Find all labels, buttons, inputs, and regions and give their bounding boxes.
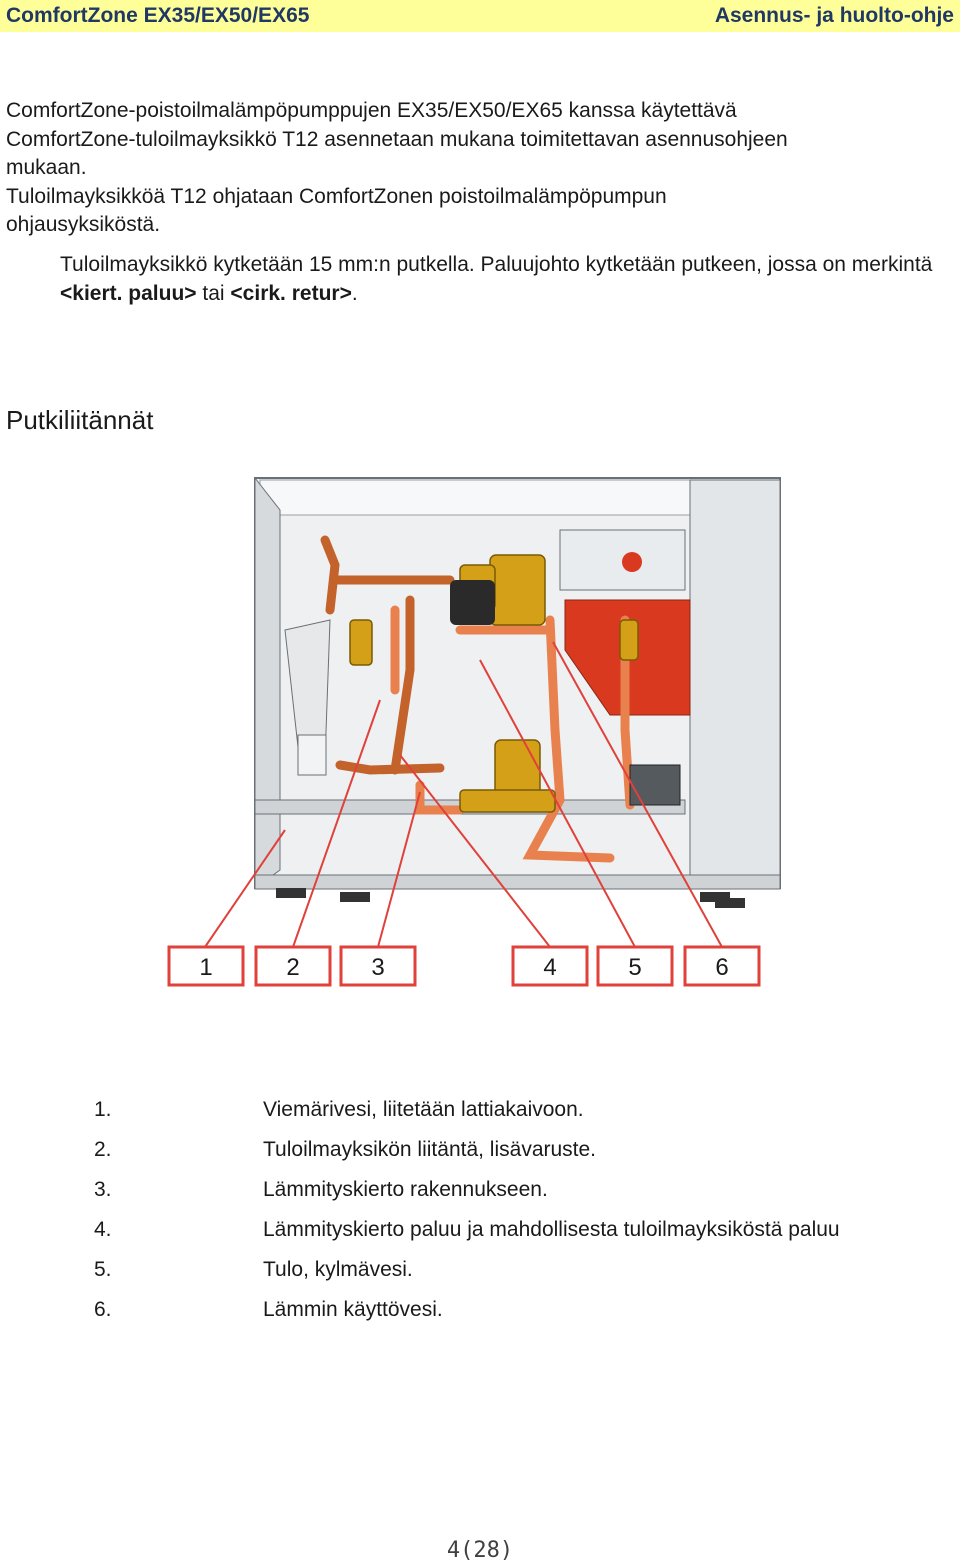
legend-item	[94, 1210, 840, 1250]
document-section: Asennus- ja huolto-ohje	[714, 4, 954, 27]
legend-number: 2.	[94, 1138, 112, 1161]
legend-item	[94, 1130, 840, 1170]
legend-item	[94, 1090, 840, 1130]
legend-text: Viemärivesi, liitetään lattiakaivoon.	[263, 1098, 584, 1121]
note-marking-fi: <kiert. paluu>	[60, 281, 197, 305]
intro-line: ComfortZone-poistoilmalämpöpumppujen EX35/EX50/EX65 kanssa käytettävä	[6, 99, 737, 122]
legend-item	[94, 1290, 840, 1330]
callout-2: 2	[286, 954, 300, 981]
intro-line: ohjausyksiköstä.	[6, 213, 161, 236]
legend-number: 4.	[94, 1218, 112, 1241]
callout-5: 5	[628, 954, 642, 981]
legend-text: Lämmityskierto rakennukseen.	[263, 1178, 548, 1201]
callout-1: 1	[199, 954, 213, 981]
intro-paragraph	[6, 97, 946, 240]
intro-line: mukaan.	[6, 156, 87, 179]
legend-text: Lämmin käyttövesi.	[263, 1298, 443, 1321]
note-marking-sv: <cirk. retur>	[230, 281, 352, 305]
callout-6: 6	[715, 954, 729, 981]
pipe-connection-diagram	[160, 470, 800, 1000]
connection-note	[60, 251, 950, 308]
intro-line: Tuloilmayksikköä T12 ohjataan ComfortZonen poistoilmalämpöpumpun	[6, 184, 667, 208]
page-number: 4(28)	[446, 1538, 514, 1563]
callout-3: 3	[371, 954, 385, 981]
section-title: Putkiliitännät	[6, 405, 154, 435]
note-text: Tuloilmayksikkö kytketään 15 mm:n putkella. Paluujohto kytketään putkeen, jossa on merkintä	[60, 253, 933, 276]
page-header	[0, 0, 960, 32]
legend-text: Lämmityskierto paluu ja mahdollisesta tuloilmayksiköstä paluu	[263, 1218, 840, 1241]
note-text: .	[351, 281, 358, 305]
legend-number: 6.	[94, 1298, 112, 1321]
legend-text: Tulo, kylmävesi.	[263, 1258, 413, 1281]
callout-4: 4	[543, 954, 557, 981]
legend-item	[94, 1170, 840, 1210]
legend-item	[94, 1250, 840, 1290]
connection-legend	[94, 1090, 840, 1330]
legend-text: Tuloilmayksikön liitäntä, lisävaruste.	[263, 1138, 597, 1161]
document-title: ComfortZone EX35/EX50/EX65	[6, 4, 310, 27]
legend-number: 3.	[94, 1178, 112, 1201]
unit-illustration	[160, 470, 800, 1000]
intro-line: ComfortZone-tuloilmayksikkö T12 asennetaan mukana toimitettavan asennusohjeen	[6, 127, 788, 151]
note-text: tai	[196, 281, 231, 305]
legend-number: 5.	[94, 1258, 112, 1281]
legend-number: 1.	[94, 1098, 112, 1121]
